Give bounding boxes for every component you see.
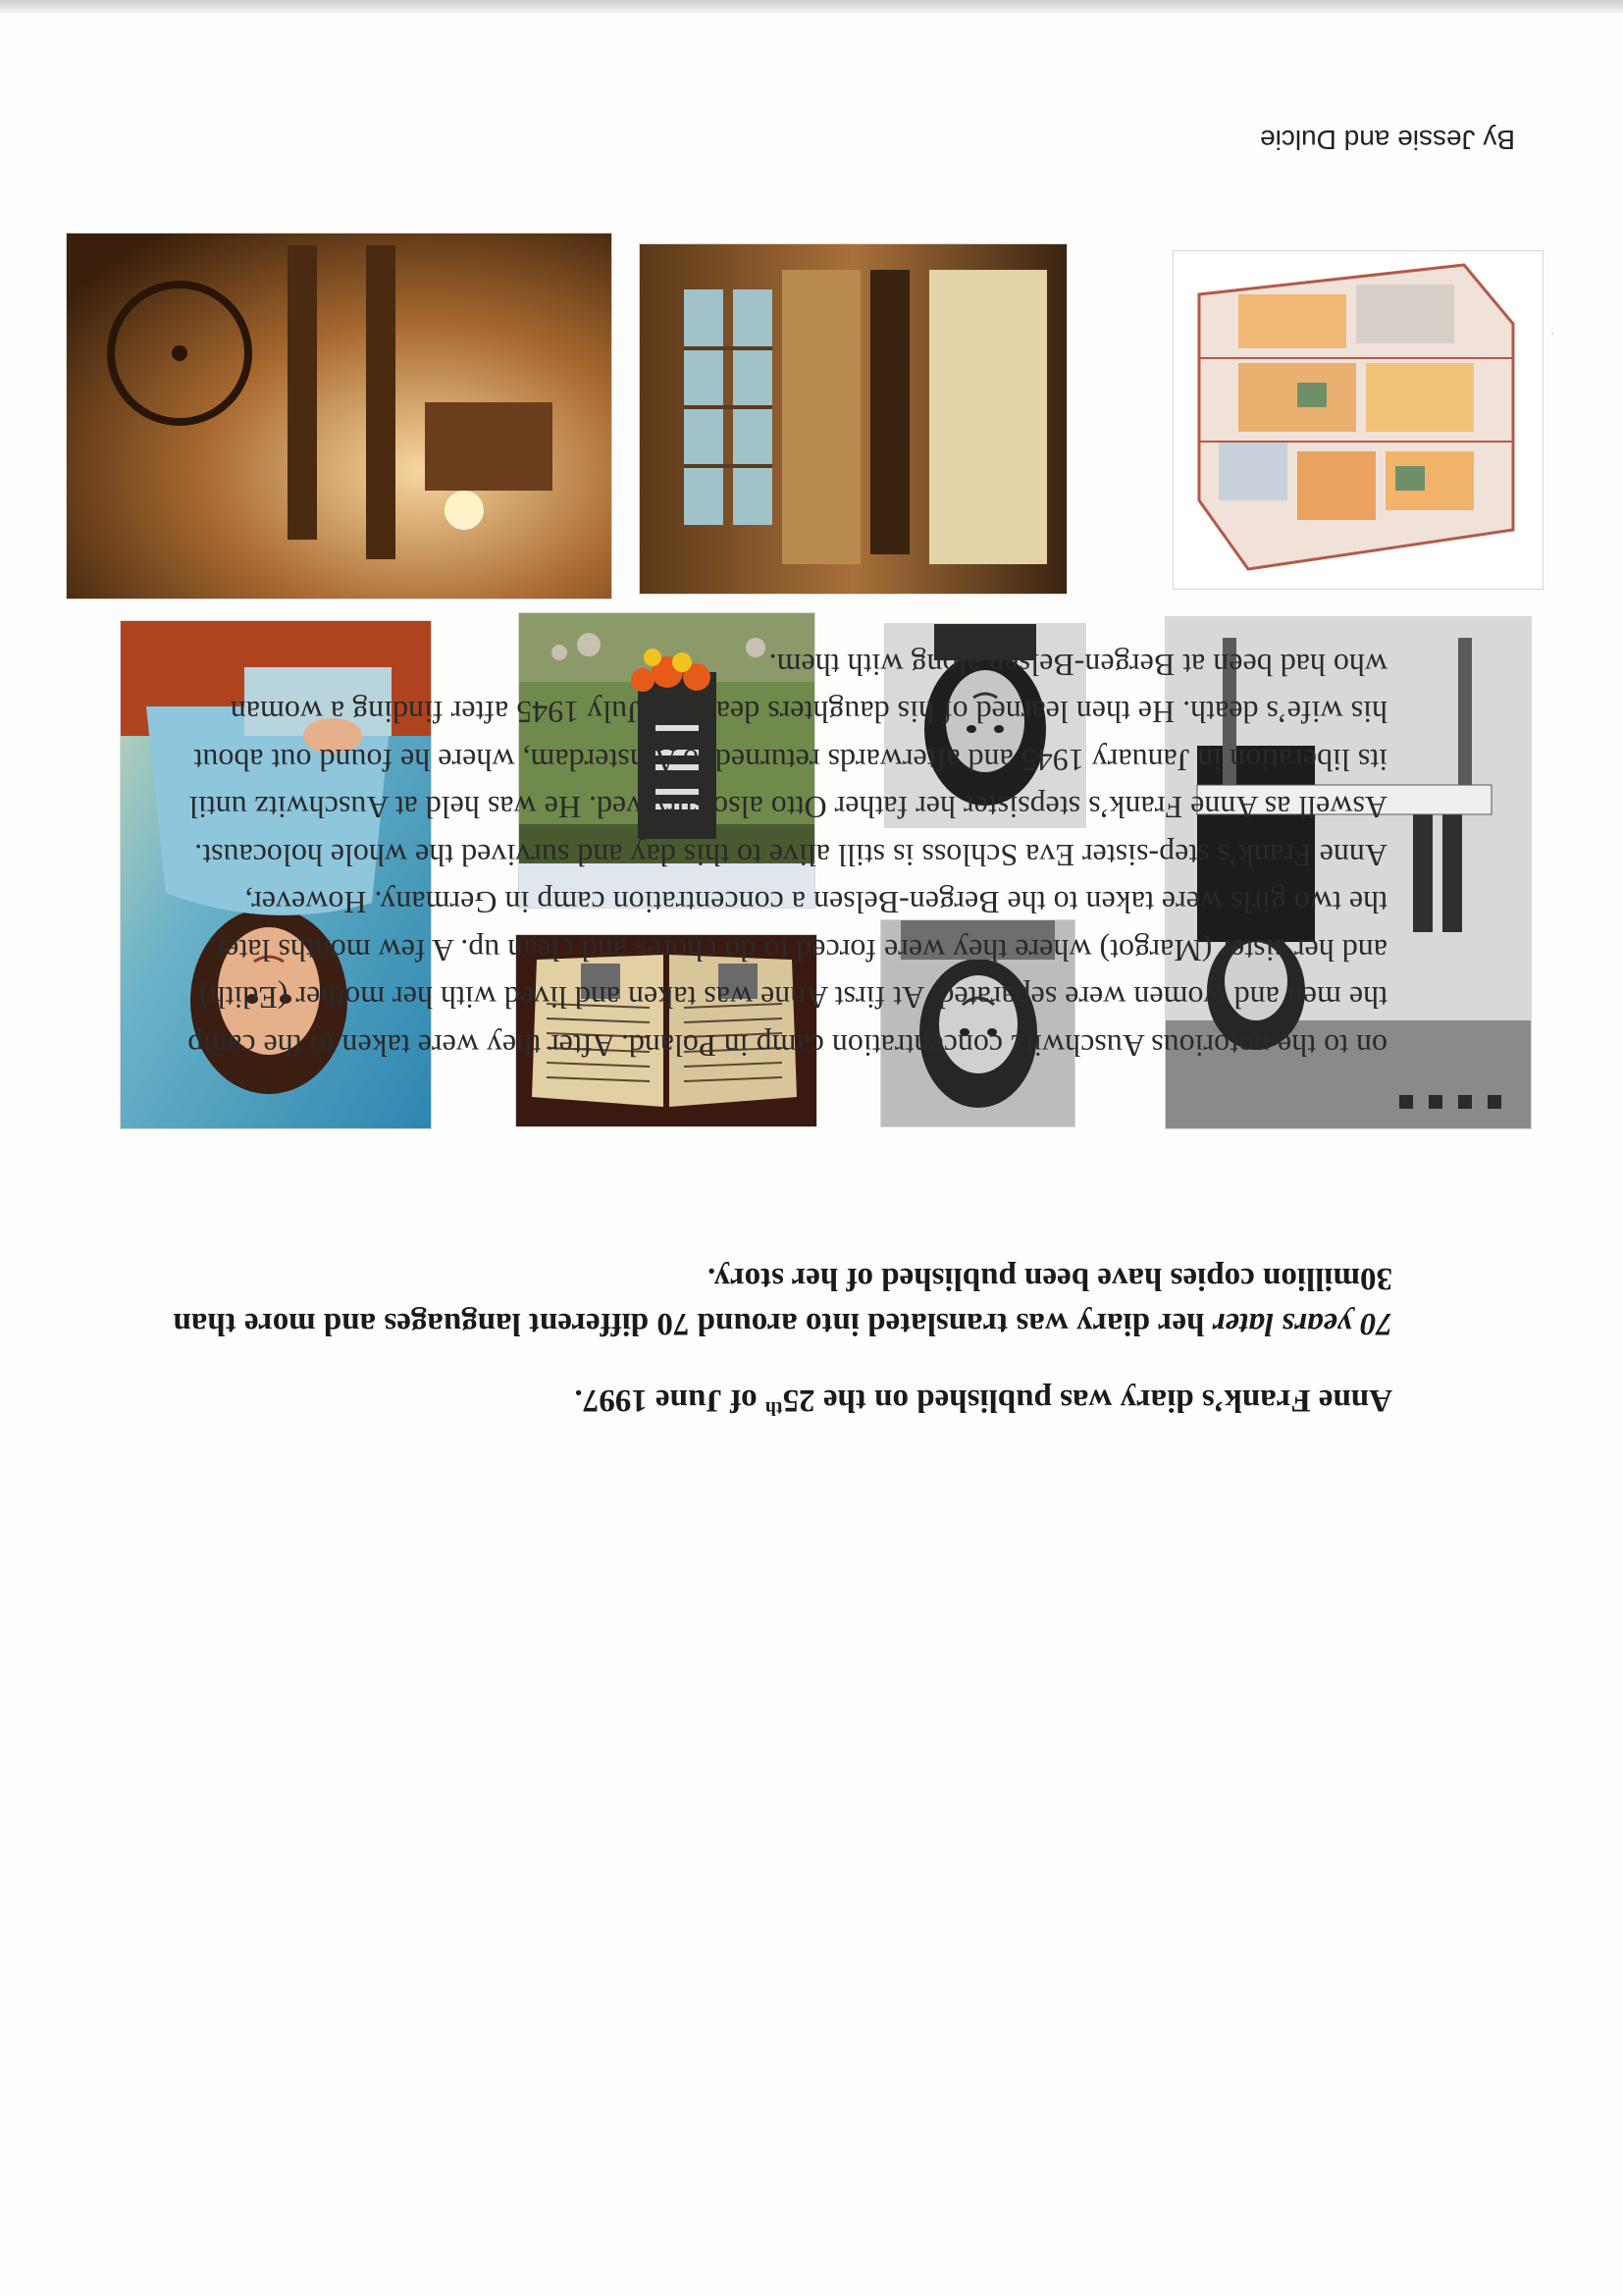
publication-fact (136, 1378, 1392, 1423)
translation-fact-intro: 70 years later (1212, 1306, 1392, 1341)
bookcase-entrance-photo (640, 244, 1067, 594)
body-paragraph (171, 642, 1387, 1070)
publication-fact-date: of June 1997. (574, 1383, 765, 1418)
byline: By Jessie and Dulcie (1260, 125, 1515, 155)
translation-fact-text: her diary was translated into around 70 different languages and more than 30million copies have been published of her story. (173, 1261, 1392, 1341)
key-facts (136, 1256, 1392, 1423)
scan-edge (0, 0, 1623, 14)
body-paragraph-text: on to the notorious Auschwitz concentration camp in Poland. After they were taken to the camp the men and women were separated. At first Anne was taken and lived with her mother (Edith) and her sister (Margot) where they were forced to do chores and clean up. A few months later, the two girls were taken to the Bergen-Belsen a concentration camp in Germany. However, Anne Frank’s step-sister Eva Schloss is still alive to this day and survived the whole holocaust. Aswell as Anne Frank’s stepsister her father Otto also survived. He was held at Auschwitz until its liberation in January 1945 and afterwards returned to Amsterdam, where he found out about his wife’s death. He then learned of his daughters deaths in July 1945 after finding a woman who had been at Bergen-Belsen along with them. (187, 648, 1387, 1064)
publication-fact-text: Anne Frank’s diary was published on the 25 (782, 1383, 1392, 1418)
translation-fact (136, 1256, 1392, 1346)
ordinal-suffix: th (764, 1397, 783, 1419)
attic-room-bicycle-photo (67, 234, 611, 599)
annex-cutaway-model-photo (1174, 251, 1543, 589)
